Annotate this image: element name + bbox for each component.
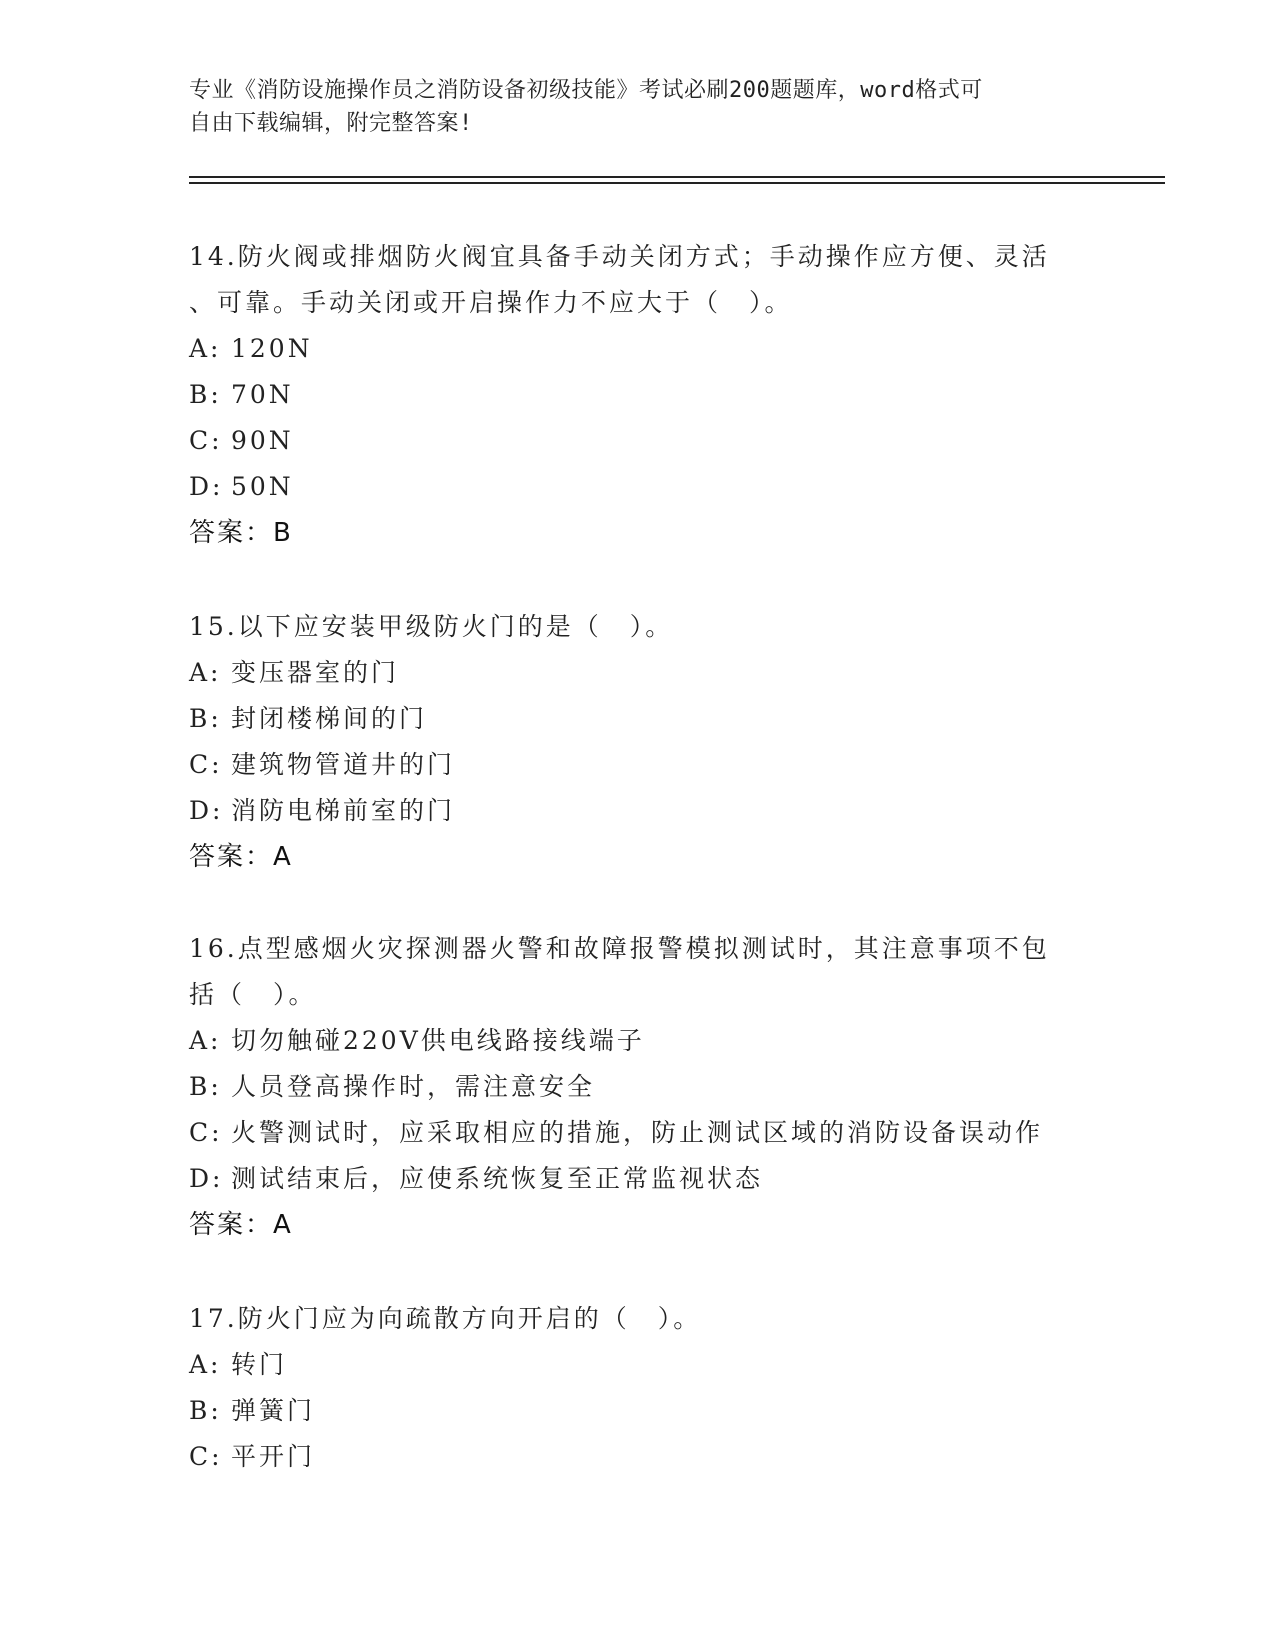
option-b <box>189 1388 1089 1434</box>
option-letter: B: <box>189 1396 222 1425</box>
option-letter: C: <box>189 750 223 779</box>
option-d <box>189 464 1089 510</box>
question-17 <box>189 1296 1089 1480</box>
option-text: 90N <box>231 426 294 455</box>
question-stem: 17.防火门应为向疏散方向开启的（ ）。 <box>189 1304 702 1333</box>
question-stem-continued: 括（ ）。 <box>189 980 317 1009</box>
option-text: 人员登高操作时，需注意安全 <box>231 1072 596 1101</box>
option-text: 切勿触碰220V供电线路接线端子 <box>231 1026 645 1055</box>
option-c <box>189 418 1089 464</box>
header-line-2: 自由下载编辑，附完整答案! <box>189 111 473 136</box>
answer-line: 答案：A <box>189 842 293 872</box>
option-c <box>189 1434 1089 1480</box>
question-stem: 15.以下应安装甲级防火门的是（ ）。 <box>189 612 674 641</box>
option-letter: B: <box>189 1072 222 1101</box>
option-letter: D: <box>189 472 224 501</box>
option-d <box>189 1156 1089 1202</box>
option-a <box>189 1018 1089 1064</box>
option-letter: B: <box>189 704 222 733</box>
option-b <box>189 1064 1089 1110</box>
option-b <box>189 696 1089 742</box>
option-letter: C: <box>189 1442 223 1471</box>
answer-line: 答案：B <box>189 518 293 548</box>
option-letter: C: <box>189 426 223 455</box>
option-c <box>189 1110 1089 1156</box>
option-text: 测试结束后，应使系统恢复至正常监视状态 <box>231 1164 764 1193</box>
option-letter: D: <box>189 1164 224 1193</box>
option-letter: A: <box>189 1026 222 1055</box>
question-16 <box>189 926 1089 1248</box>
header-divider-bottom <box>189 182 1165 184</box>
option-text: 变压器室的门 <box>231 658 400 687</box>
option-text: 消防电梯前室的门 <box>231 796 456 825</box>
option-c <box>189 742 1089 788</box>
option-a <box>189 650 1089 696</box>
header-divider-top <box>189 176 1165 178</box>
question-15 <box>189 604 1089 880</box>
question-14 <box>189 234 1089 556</box>
option-letter: B: <box>189 380 222 409</box>
question-stem: 14.防火阀或排烟防火阀宜具备手动关闭方式；手动操作应方便、灵活 <box>189 242 1050 271</box>
option-letter: C: <box>189 1118 223 1147</box>
option-text: 70N <box>231 380 294 409</box>
option-letter: A: <box>189 658 222 687</box>
option-text: 转门 <box>231 1350 288 1379</box>
answer-line: 答案：A <box>189 1210 293 1240</box>
option-letter: A: <box>189 1350 222 1379</box>
option-text: 120N <box>231 334 313 363</box>
option-text: 火警测试时，应采取相应的措施，防止测试区域的消防设备误动作 <box>231 1118 1044 1147</box>
option-text: 封闭楼梯间的门 <box>231 704 428 733</box>
option-text: 平开门 <box>231 1442 316 1471</box>
option-a <box>189 326 1089 372</box>
option-text: 弹簧门 <box>231 1396 316 1425</box>
option-letter: A: <box>189 334 222 363</box>
option-a <box>189 1342 1089 1388</box>
document-header <box>189 74 1089 140</box>
option-d <box>189 788 1089 834</box>
option-text: 50N <box>231 472 294 501</box>
header-line-1: 专业《消防设施操作员之消防设备初级技能》考试必刷200题题库，word格式可 <box>189 78 983 103</box>
question-stem-continued: 、可靠。手动关闭或开启操作力不应大于（ ）。 <box>189 288 793 317</box>
option-letter: D: <box>189 796 224 825</box>
option-b <box>189 372 1089 418</box>
option-text: 建筑物管道井的门 <box>231 750 456 779</box>
question-stem: 16.点型感烟火灾探测器火警和故障报警模拟测试时，其注意事项不包 <box>189 934 1050 963</box>
